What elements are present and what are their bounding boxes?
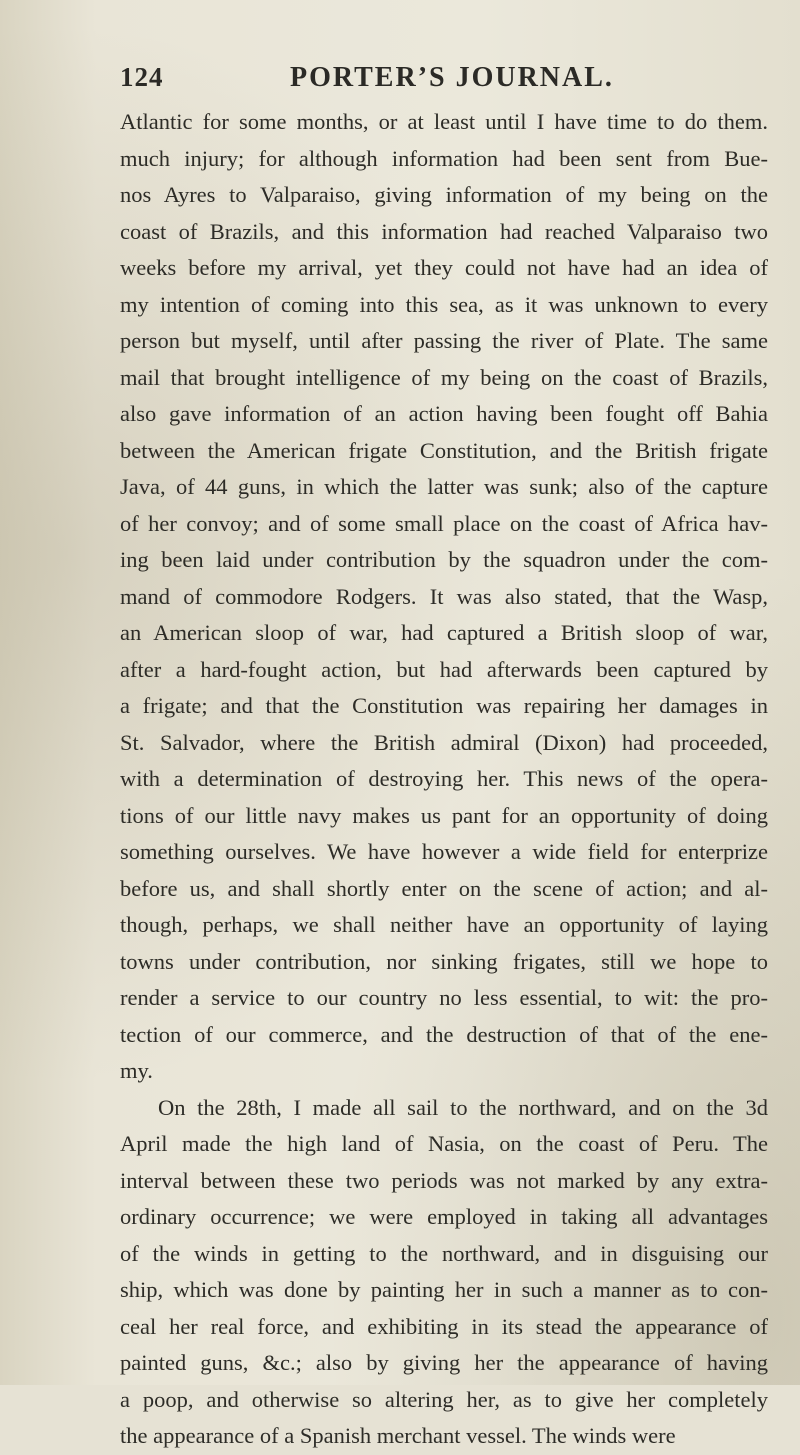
text-line: an American sloop of war, had captured a British sloop of war, xyxy=(120,620,768,645)
text-line: towns under contribution, nor sinking frigates, still we hope to xyxy=(120,948,768,974)
text-line: mand of commodore Rodgers. It was also stated, that the Wasp, xyxy=(120,583,768,609)
text-line: much injury; for although information had been sent from Bue- xyxy=(120,145,768,171)
page-header xyxy=(120,62,760,102)
text-line: ing been laid under contribution by the squadron under the com- xyxy=(120,547,768,572)
text-line: of her convoy; and of some small place on the coast of Africa hav- xyxy=(120,510,768,536)
text-line: my. xyxy=(120,1058,153,1083)
text-line: my intention of coming into this sea, as it was unknown to every xyxy=(120,291,768,317)
text-line: with a determination of destroying her. This news of the opera- xyxy=(120,766,768,791)
text-line: the appearance of a Spanish merchant vessel. The winds were xyxy=(120,1423,676,1448)
text-line: ceal her real force, and exhibiting in its stead the appearance of xyxy=(120,1313,768,1339)
text-line: a poop, and otherwise so altering her, as to give her completely xyxy=(120,1386,768,1412)
body-text xyxy=(120,104,768,1455)
paragraph xyxy=(120,104,768,1090)
text-line: after a hard-fought action, but had afterwards been captured by xyxy=(120,656,768,682)
text-line: Java, of 44 guns, in which the latter was sunk; also of the capture xyxy=(120,474,768,499)
text-line: April made the high land of Nasia, on the coast of Peru. The xyxy=(120,1131,768,1156)
running-title: PORTER’S JOURNAL. xyxy=(290,62,614,93)
text-line: painted guns, &c.; also by giving her the appearance of having xyxy=(120,1350,768,1375)
text-line: Atlantic for some months, or at least until I have time to do them. xyxy=(120,109,768,134)
text-line: between the American frigate Constitution, and the British frigate xyxy=(120,437,768,463)
text-line: of the winds in getting to the northward, and in disguising our xyxy=(120,1240,768,1266)
text-line: On the 28th, I made all sail to the northward, and on the 3d xyxy=(158,1094,768,1120)
text-line: render a service to our country no less essential, to wit: the pro- xyxy=(120,985,768,1010)
text-line: interval between these two periods was not marked by any extra- xyxy=(120,1167,768,1193)
text-line: before us, and shall shortly enter on the scene of action; and al- xyxy=(120,875,768,901)
text-line: though, perhaps, we shall neither have an opportunity of laying xyxy=(120,912,768,937)
text-line: something ourselves. We have however a wide field for enterprize xyxy=(120,839,768,864)
text-line: St. Salvador, where the British admiral (Dixon) had proceeded, xyxy=(120,729,768,755)
text-line: weeks before my arrival, yet they could not have had an idea of xyxy=(120,255,768,280)
text-line: tection of our commerce, and the destruction of that of the ene- xyxy=(120,1021,768,1047)
text-line: ship, which was done by painting her in such a manner as to con- xyxy=(120,1277,768,1302)
text-line: mail that brought intelligence of my being on the coast of Brazils, xyxy=(120,364,768,390)
page-number: 124 xyxy=(120,62,164,92)
text-line: ordinary occurrence; we were employed in taking all advantages xyxy=(120,1204,768,1229)
text-line: person but myself, until after passing the river of Plate. The same xyxy=(120,328,768,353)
paragraph xyxy=(120,1090,768,1455)
text-line: a frigate; and that the Constitution was repairing her damages in xyxy=(120,693,768,718)
text-line: tions of our little navy makes us pant for an opportunity of doing xyxy=(120,802,768,828)
text-line: coast of Brazils, and this information had reached Valparaiso two xyxy=(120,218,768,244)
text-line: nos Ayres to Valparaiso, giving information of my being on the xyxy=(120,182,768,207)
text-line: also gave information of an action having been fought off Bahia xyxy=(120,401,768,426)
